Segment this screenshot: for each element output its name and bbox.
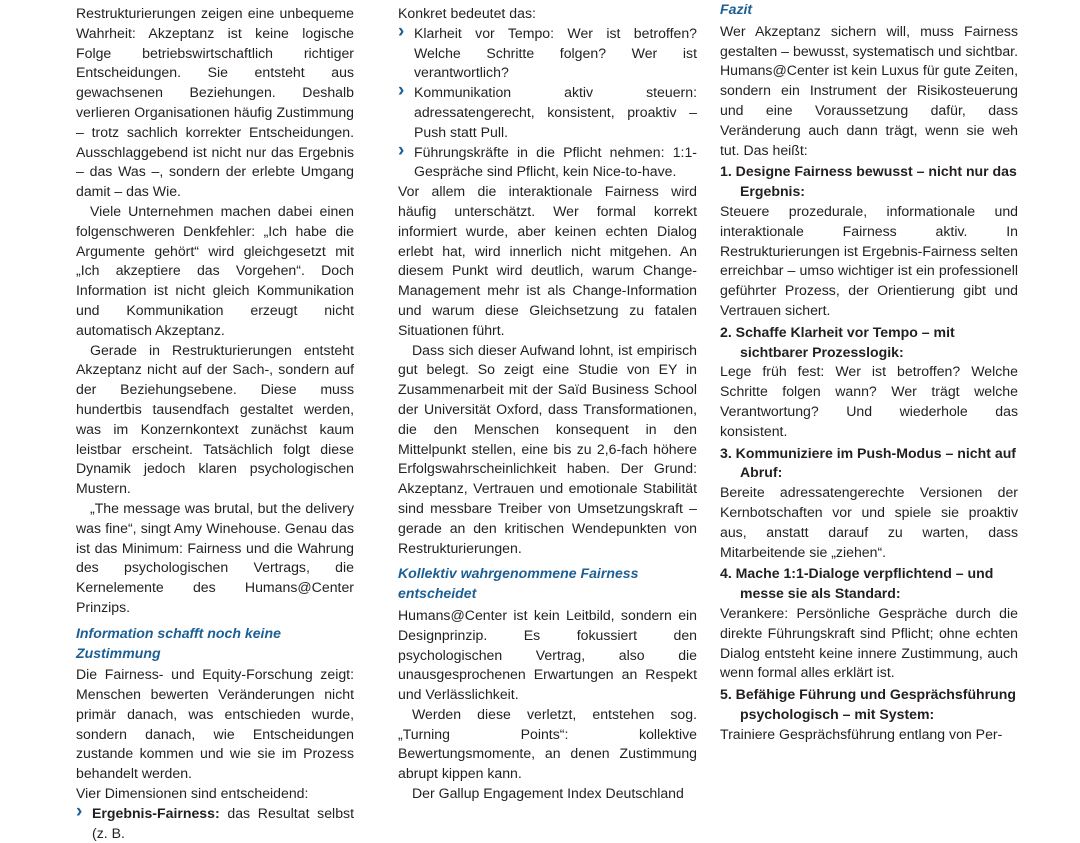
step-title: 5. Befähige Führung und Gesprächsführung psychologisch – mit System:: [720, 686, 1016, 722]
column-left: [76, 4, 354, 843]
section-heading: Fazit: [720, 1, 753, 17]
paragraph: Humans@Center ist kein Leitbild, sondern ein Designprinzip. Es fokussiert den psychologischen Vertrag, also die unausgesprochenen Erwartungen an Respekt und Verlässlichkeit.: [398, 606, 697, 703]
paragraph: Viele Unternehmen machen dabei einen folgenschweren Denkfehler: „Ich habe die Argumente gehört“ wird gleichgesetzt mit „Ich akzeptiere das Vorgehen“. Doch Information ist nicht gleich Kommunikation und Kommunikation erzeugt nicht automatisch Akzeptanz.: [76, 202, 354, 338]
list-item: › Klarheit vor Tempo: Wer ist betroffen? Welche Schritte folgen? Wer ist verantwortlich?: [398, 24, 697, 83]
step-title: 2. Schaffe Klarheit vor Tempo – mit sichtbarer Prozesslogik:: [720, 323, 955, 360]
column-right: [720, 1, 1018, 745]
step-body: Trainiere Gesprächsführung entlang von Per-: [720, 725, 1003, 742]
paragraph: Der Gallup Engagement Index Deutschland: [412, 785, 684, 802]
section-heading: Kollektiv wahrgenommene Fairness entscheidet: [398, 565, 639, 602]
paragraph: Konkret bedeutet das:: [398, 5, 536, 21]
bullet-lead: Ergebnis-Fairness:: [92, 804, 220, 821]
step-body: Lege früh fest: Wer ist betroffen? Welche Schritte folgen wann? Wer trägt welche Verantwortung? Und wiederhole das konsistent.: [720, 363, 1018, 439]
paragraph: „The message was brutal, but the delivery was fine“, singt Amy Winehouse. Genau das ist das Minimum: Fairness und die Wahrung des psychologischen Vertrags, die Kernelemente des Humans@Center Prinzips.: [76, 499, 354, 615]
list-item: › Führungskräfte in die Pflicht nehmen: 1:1-Gespräche sind Pflicht, kein Nice-to-have.: [398, 143, 697, 183]
bullet-text: das Resultat selbst (z. B.: [92, 804, 354, 841]
step-body: Steuere prozedurale, informationale und interaktionale Fairness aktiv. In Restrukturierungen ist Ergebnis-Fairness selten erreichbar – umso wichtiger ist ein professionell geführter Prozess, der Orientierung gibt und Vertrauen sichert.: [720, 202, 1018, 318]
step-title: 1. Designe Fairness bewusst – nicht nur das Ergebnis:: [720, 163, 1017, 200]
list-item: [76, 804, 354, 843]
step-body: Verankere: Persönliche Gespräche durch die direkte Führungskraft sind Pflicht; ohne echten Dialog entsteht keine innere Zustimmung, auch wenn formal alles erklärt ist.: [720, 604, 1018, 681]
bullet-list: [398, 24, 697, 182]
paragraph: Vier Dimensionen sind entscheidend:: [76, 785, 309, 802]
column-middle: [398, 4, 697, 804]
paragraph: Restrukturierungen zeigen eine unbequeme Wahrheit: Akzeptanz ist keine logische Folge betriebswirtschaftlich richtiger Entscheidungen. Sie entsteht aus gewachsenen Beziehungen. Deshalb verlieren Organisationen häufig Zustimmung – trotz sachlich korrekter Entscheidungen. Ausschlaggebend ist nicht nur das Ergebnis – das Was –, sondern der erlebte Umgang damit – das Wie.: [76, 5, 354, 200]
paragraph: Dass sich dieser Aufwand lohnt, ist empirisch gut belegt. So zeigt eine Studie von EY in Zusammenarbeit mit der Saïd Business School der Universität Oxford, dass Transformationen, die den Menschen konsequent in den Mittelpunkt stellen, eine bis zu 2,6-fach höhere Erfolgswahrscheinlichkeit haben. Der Grund: Akzeptanz, Vertrauen und emotionale Stabilität sind messbare Treiber von Umsetzungskraft – gerade an den kritischen Wendepunkten von Restrukturierungen.: [398, 341, 697, 556]
paragraph: Wer Akzeptanz sichern will, muss Fairness gestalten – bewusst, systematisch und sichtbar. Humans@Center ist kein Luxus für gute Zeiten, sondern ein Instrument der Risikosteuerung und eine Voraussetzung dafür, dass Veränderung auch dann trägt, wenn sie weh tut. Das heißt:: [720, 22, 1018, 158]
bullet-list: [76, 804, 354, 843]
paragraph: Vor allem die interaktionale Fairness wird häufig unterschätzt. Wer formal korrekt informiert wurde, aber keinen echten Dialog erlebt hat, wird innerlich nicht mitgehen. An diesem Punkt wird deutlich, warum Change-Management mehr ist als Change-Information und warum diese Gleichsetzung zu fatalen Situationen führt.: [398, 183, 697, 338]
section-heading: Information schafft noch keine Zustimmung: [76, 624, 281, 661]
paragraph: Die Fairness- und Equity-Forschung zeigt: Menschen bewerten Veränderungen nicht primär danach, was entschieden wurde, sondern danach, wie Entscheidungen zustande kommen und wie sie im Prozess behandelt werden.: [76, 666, 354, 782]
step-title: 4. Mache 1:1-Dialoge verpflichtend – und messe sie als Standard:: [720, 565, 994, 602]
list-item: › Kommunikation aktiv steuern: adressatengerecht, konsistent, proaktiv – Push statt Pull.: [398, 83, 697, 142]
paragraph: Gerade in Restrukturierungen entsteht Akzeptanz nicht auf der Sach-, sondern auf der Beziehungsebene. Diese muss hundertbis tausendfach gestaltet werden, was im Konzernkontext zunächst kaum leistbar erscheint. Tatsächlich folgt diese Dynamik jedoch klaren psychologischen Mustern.: [76, 341, 354, 497]
paragraph: Werden diese verletzt, entstehen sog. „Turning Points“: kollektive Bewertungsmomente, an denen Zustimmung abrupt kippen kann.: [398, 705, 697, 782]
step-title: 3. Kommuniziere im Push-Modus – nicht auf Abruf:: [720, 444, 1017, 481]
step-body: Bereite adressatengerechte Versionen der Kernbotschaften vor und spiele sie proaktiv aus, anstatt darauf zu warten, dass Mitarbeitende sie „ziehen“.: [720, 484, 1018, 560]
